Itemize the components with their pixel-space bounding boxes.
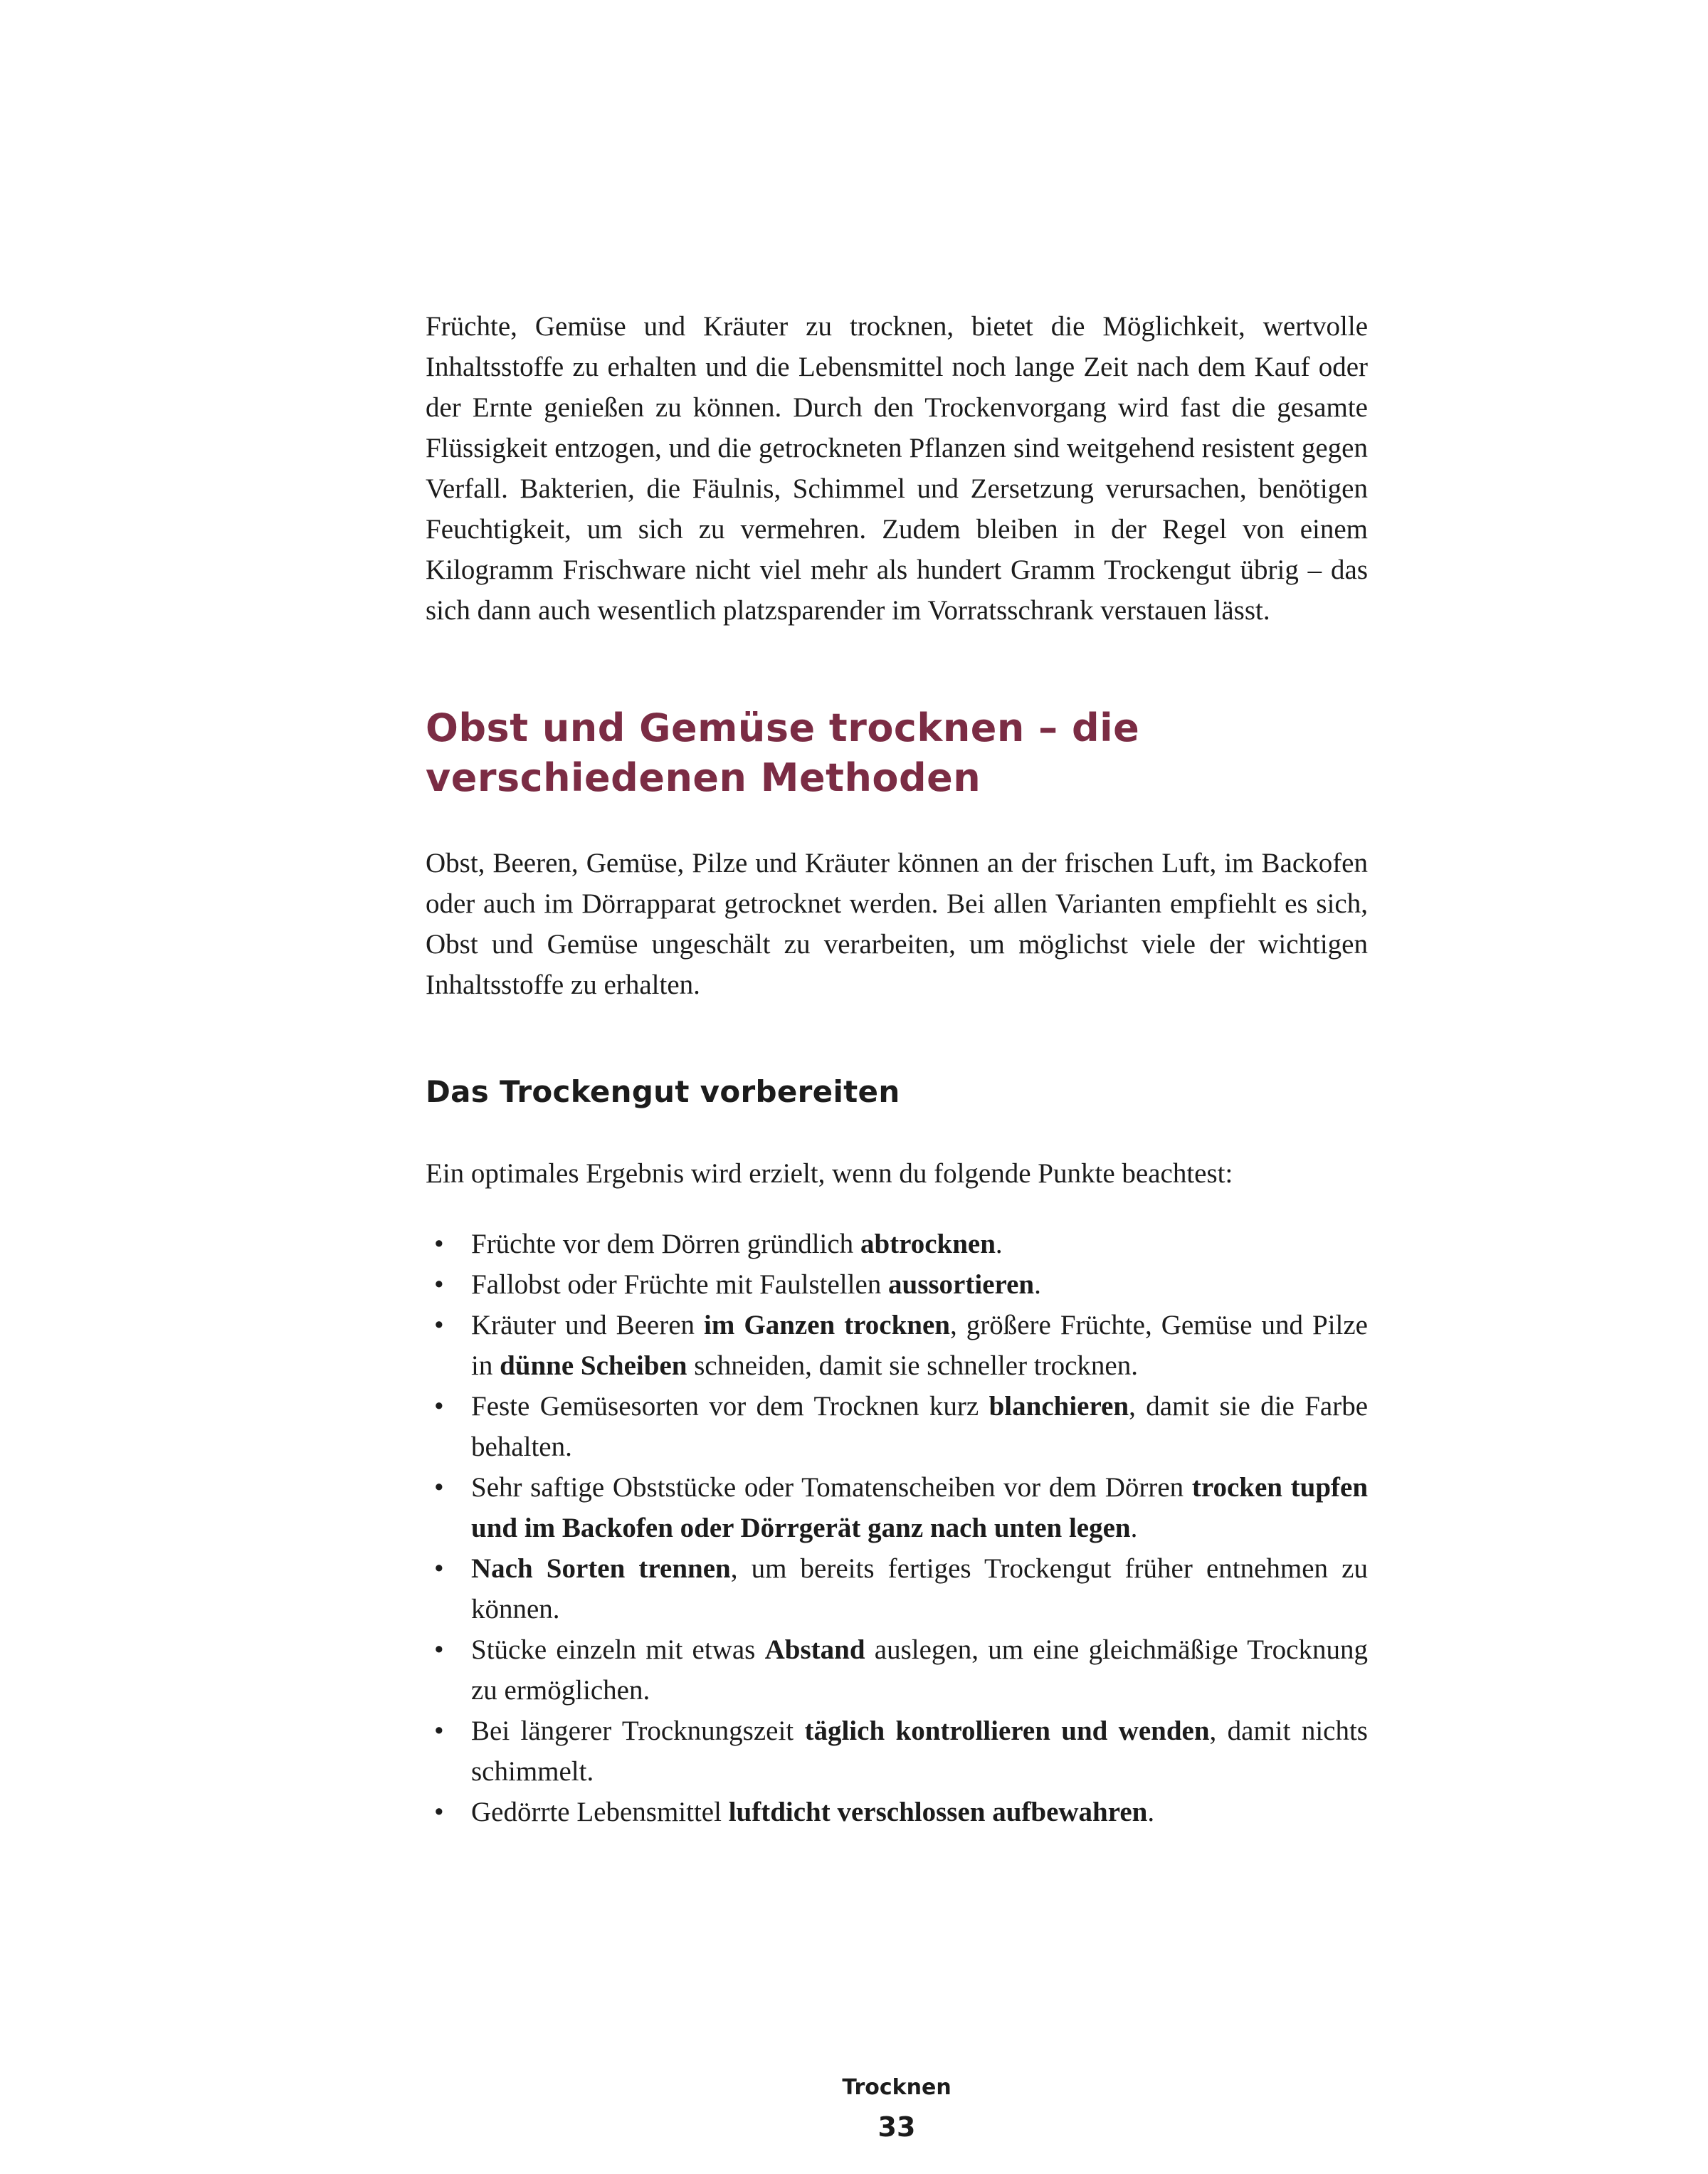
bullet-text: Fallobst oder Früchte mit Faulstellen aussortieren. <box>471 1269 1041 1300</box>
list-intro: Ein optimales Ergebnis wird erzielt, wenn du folgende Punkte beachtest: <box>426 1158 1233 1189</box>
list-item <box>426 1792 1368 1832</box>
bullet-marker: • <box>434 1472 444 1503</box>
list-item <box>426 1711 1368 1792</box>
section-heading: Obst und Gemüse trocknen – die verschiedenen Methoden <box>426 705 1140 800</box>
bullet-marker: • <box>434 1634 444 1665</box>
bullet-marker: • <box>434 1716 444 1746</box>
bullet-text: Gedörrte Lebensmittel luftdicht verschlossen aufbewahren. <box>471 1797 1155 1827</box>
bullet-marker: • <box>434 1391 444 1422</box>
bullet-marker: • <box>434 1797 444 1827</box>
section-paragraph: Obst, Beeren, Gemüse, Pilze und Kräuter können an der frischen Luft, im Backofen oder auch im Dörrapparat getrocknet werden. Bei allen Varianten empfiehlt es sich, Obst und Gemüse ungeschält zu verarbeiten, um möglichst viele der wichtigen Inhaltsstoffe zu erhalten. <box>426 848 1368 1000</box>
bullet-text: Stücke einzeln mit etwas Abstand auslegen, um eine gleichmäßige Trocknung zu ermöglichen. <box>471 1634 1368 1706</box>
bullet-text: Nach Sorten trennen, um bereits fertiges Trockengut früher entnehmen zu können. <box>471 1553 1368 1624</box>
footer-chapter-label: Trocknen <box>842 2075 951 2100</box>
page-footer <box>426 2074 1368 2144</box>
bullet-text: Feste Gemüsesorten vor dem Trocknen kurz blanchieren, damit sie die Farbe behalten. <box>471 1391 1368 1462</box>
bullet-list <box>426 1224 1368 1832</box>
page-number: 33 <box>877 2111 916 2143</box>
list-item <box>426 1548 1368 1629</box>
list-item <box>426 1264 1368 1305</box>
bullet-text: Sehr saftige Obststücke oder Tomatenscheiben vor dem Dörren trocken tupfen und im Backofen oder Dörrgerät ganz nach unten legen. <box>471 1472 1369 1543</box>
sub-heading: Das Trockengut vorbereiten <box>426 1074 900 1109</box>
bullet-marker: • <box>434 1553 444 1584</box>
list-item <box>426 1629 1368 1711</box>
bullet-marker: • <box>434 1269 444 1300</box>
bullet-marker: • <box>434 1310 444 1340</box>
list-item <box>426 1386 1368 1467</box>
bullet-text: Bei längerer Trocknungszeit täglich kontrollieren und wenden, damit nichts schimmelt. <box>471 1716 1368 1787</box>
page-content <box>426 0 1368 1832</box>
intro-paragraph: Früchte, Gemüse und Kräuter zu trocknen, bietet die Möglichkeit, wertvolle Inhaltsstoffe zu erhalten und die Lebensmittel noch lange Zeit nach dem Kauf oder der Ernte genießen zu können. Durch den Trockenvorgang wird fast die gesamte Flüssigkeit entzogen, und die getrockneten Pflanzen sind weitgehend resistent gegen Verfall. Bakterien, die Fäulnis, Schimmel und Zersetzung verursachen, benötigen Feuchtigkeit, um sich zu vermehren. Zudem bleiben in der Regel von einem Kilogramm Frischware nicht viel mehr als hundert Gramm Trockengut übrig – das sich dann auch wesentlich platzsparender im Vorratsschrank verstauen lässt. <box>426 311 1368 626</box>
list-item <box>426 1467 1368 1548</box>
bullet-text: Kräuter und Beeren im Ganzen trocknen, größere Früchte, Gemüse und Pilze in dünne Scheiben schneiden, damit sie schneller trocknen. <box>471 1310 1368 1381</box>
list-item <box>426 1224 1368 1264</box>
bullet-marker: • <box>434 1229 444 1259</box>
list-item <box>426 1305 1368 1386</box>
bullet-text: Früchte vor dem Dörren gründlich abtrocknen. <box>471 1229 1003 1259</box>
